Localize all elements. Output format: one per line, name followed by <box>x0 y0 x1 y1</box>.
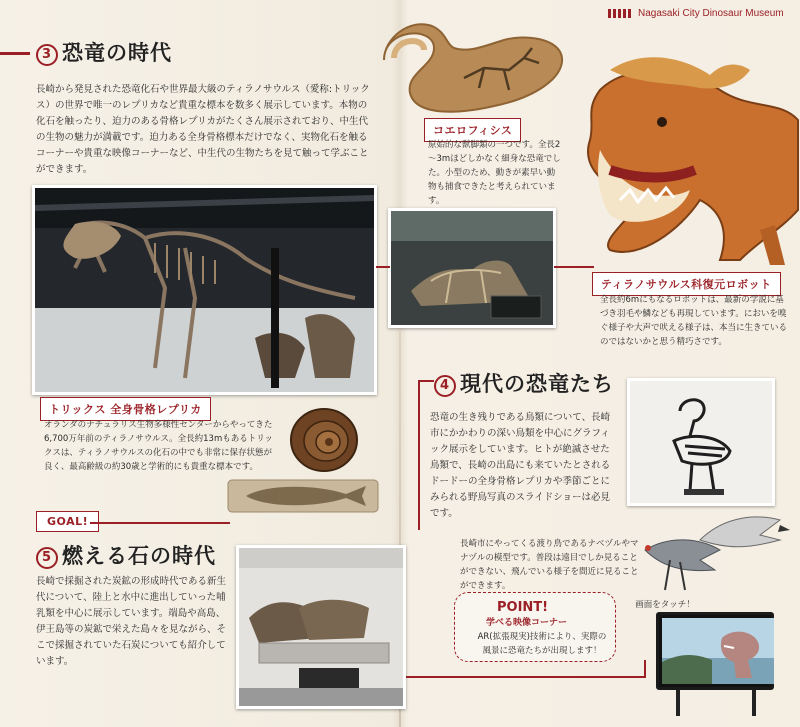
museum-name: Nagasaki City Dinosaur Museum <box>638 8 784 19</box>
crane-models-image <box>640 500 790 595</box>
section4-number: 4 <box>434 375 456 397</box>
ar-screen-stand <box>676 690 680 716</box>
ammonite-fossil-image <box>288 405 360 475</box>
point-subtitle: 学べる映像コーナー <box>486 618 568 628</box>
coelophysis-label: コエロフィシス <box>424 118 521 142</box>
section3-number: 3 <box>36 44 58 66</box>
point-text: AR(拡張現実)技術により、実際の風景に恐竜たちが出現します！ <box>477 632 607 656</box>
section5-title-text: 燃える石の時代 <box>62 543 216 568</box>
trex-robot-label: ティラノサウルス科復元ロボット <box>592 272 781 296</box>
goal-badge: GOAL! <box>36 511 99 532</box>
section3-title <box>36 37 172 67</box>
section5-body: 長崎で採掘された炭鉱の形成時代である新生代について、陸上と水中に進出していった哺乳類を中心に展示しています。端島や高島、伊王島等の炭鉱で栄えた島々を見ながら、そこで採掘されていた石炭についても紹介しています。 <box>36 576 227 667</box>
ar-screen-stand-2 <box>752 690 756 716</box>
coelophysis-fossil-image <box>374 18 574 128</box>
museum-logo-icon <box>608 9 632 18</box>
crane-caption: 長崎市にやってくる渡り鳥であるナベヅルやマナヅルの模型です。普段は遠目でしか見ることができない、飛んでいる様子を間近に見ることができます。 <box>460 539 639 591</box>
section5-title <box>36 540 216 570</box>
museum-header <box>608 8 784 19</box>
section4-hline <box>418 380 434 382</box>
goal-rule <box>90 522 230 524</box>
section4-title <box>434 368 614 398</box>
connector-line-bottom-v <box>644 660 646 678</box>
trix-label: トリックス 全身骨格レプリカ <box>40 397 211 421</box>
touch-note: 画面をタッチ！ <box>635 600 695 610</box>
point-label: POINT! <box>497 600 549 615</box>
section3-body: 長崎から発見された恐竜化石や世界最大級のティラノサウルス（愛称:トリックス）の世界で唯一のレプリカなど貴重な標本を数多く展示しています。本物の化石を触ったり、迫力のある骨格レプリカがたくさん展示されており、中生代の生物の魅力が満載です。迫力ある全身骨格標本だけでなく、実物化石を触るコーナーや貴重な映像コーナーなど、中生代の生物たちを見て触って学ぶことができます。 <box>36 84 370 175</box>
trix-skeleton-photo <box>32 185 377 395</box>
trex-robot-caption: 全長約6mにもなるロボットは、最新の学説に基づき羽毛や鱗なども再現しています。においを嗅ぐ様子や大声で吠える様子は、本当に生きているのではないかと思う精巧さです。 <box>600 295 788 347</box>
connector-line-1 <box>376 266 390 268</box>
section5-gallery-photo <box>236 545 406 709</box>
section3-rule <box>0 52 30 55</box>
section5-number: 5 <box>36 547 58 569</box>
connector-line-bottom <box>406 676 646 678</box>
coelophysis-caption: 原始的な獣脚類の一つです。全長2～3mほどしかなく細身な恐竜でした。小型のため、動きが素早い動物も捕食できたと考えられています。 <box>428 140 561 206</box>
trix-caption: オランダのナチュラリス生物多様性センターからやってきた6,700万年前のティラノサウルス。全長約13mもあるトリックスは、ティラノサウルスの化石の中でも非常に保存状態が良く、最高齢級の約30歳と学術的にも貴重な標本です。 <box>44 420 273 472</box>
section4-title-text: 現代の恐竜たち <box>460 371 614 396</box>
trex-robot-image <box>570 30 800 270</box>
dodo-skeleton-photo <box>627 378 775 506</box>
connector-line-2 <box>554 266 594 268</box>
section3-title-text: 恐竜の時代 <box>62 40 172 65</box>
section4-vline <box>418 380 420 530</box>
ar-screen-image <box>656 612 774 690</box>
coelophysis-display-photo <box>388 208 556 328</box>
fish-fossil-image <box>226 476 380 516</box>
section4-body: 恐竜の生き残りである鳥類について、長崎市にかかわりの深い鳥類を中心にグラフィック展示をしています。ヒトが絶滅させた鳥類で、長崎の出島にも来ていたとされるドードーの全身骨格レプリカや季節ごとにみられる野鳥写真のスライドショーは必見です。 <box>430 412 611 519</box>
